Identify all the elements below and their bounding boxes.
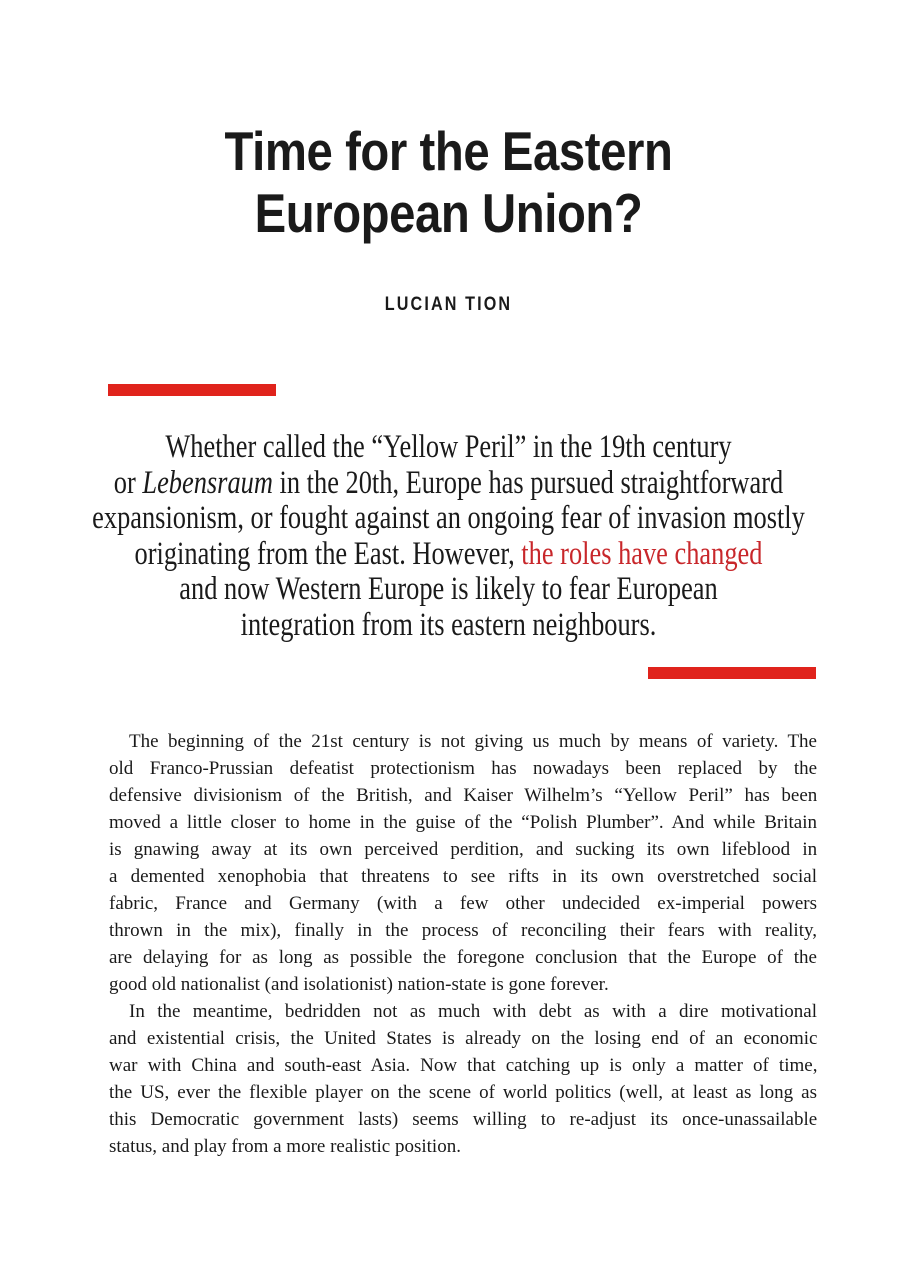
accent-bar-bottom bbox=[648, 667, 816, 679]
body-line: old Franco-Prussian defeatist protectionism has nowadays been replaced by the bbox=[109, 758, 818, 779]
body-paragraph-2 bbox=[109, 998, 817, 1160]
body-line: war with China and south-east Asia. Now that catching up is only a matter of time, bbox=[109, 1055, 818, 1076]
body-line: status, and play from a more realistic position. bbox=[109, 1136, 461, 1157]
lead-line-1: Whether called the “Yellow Peril” in the 19th century bbox=[165, 429, 732, 465]
body-line: The beginning of the 21st century is not giving us much by means of variety. The bbox=[129, 731, 817, 752]
body-line: and existential crisis, the United States is already on the losing end of an economic bbox=[109, 1028, 818, 1049]
body-line: defensive divisionism of the British, and Kaiser Wilhelm’s “Yellow Peril” has been bbox=[109, 785, 818, 806]
lead-line-6: integration from its eastern neighbours. bbox=[240, 606, 657, 643]
article-body bbox=[109, 728, 817, 1160]
lead-line-4 bbox=[90, 537, 808, 573]
lead-italic-term: Lebensraum bbox=[142, 464, 273, 501]
article-title-line-2: European Union? bbox=[254, 182, 643, 244]
body-line: moved a little closer to home in the guise of the “Polish Plumber”. And while Britain bbox=[109, 812, 817, 833]
body-line: thrown in the mix), finally in the process of reconciling their fears with reality, bbox=[109, 920, 817, 941]
article-title bbox=[63, 120, 834, 244]
body-line: are delaying for as long as possible the foregone conclusion that the Europe of the bbox=[109, 947, 817, 968]
body-paragraph-1 bbox=[109, 728, 817, 998]
article-title-line-1: Time for the Eastern bbox=[224, 120, 673, 182]
body-line: this Democratic government lasts) seems willing to re-adjust its once-unassailable bbox=[109, 1109, 818, 1130]
lead-paragraph bbox=[90, 430, 808, 643]
lead-line-2-suffix: in the 20th, Europe has pursued straightforward bbox=[272, 464, 784, 501]
author-byline: LUCIAN TION bbox=[384, 294, 513, 315]
lead-line-2-prefix: or bbox=[113, 464, 143, 501]
lead-highlight: the roles have changed bbox=[521, 535, 763, 572]
lead-line-4-prefix: originating from the East. However, bbox=[134, 535, 522, 572]
body-line: is gnawing away at its own perceived perdition, and sucking its own lifeblood in bbox=[109, 839, 818, 860]
accent-bar-top bbox=[108, 384, 276, 396]
body-line: the US, ever the flexible player on the scene of world politics (well, at least as long as bbox=[109, 1082, 817, 1103]
lead-line-5: and now Western Europe is likely to fear European bbox=[179, 571, 718, 607]
body-line: fabric, France and Germany (with a few other undecided ex-imperial powers bbox=[109, 893, 817, 914]
body-line: a demented xenophobia that threatens to see rifts in its own overstretched social bbox=[109, 866, 817, 887]
body-line: In the meantime, bedridden not as much with debt as with a dire motivational bbox=[129, 1001, 817, 1022]
lead-line-2 bbox=[90, 466, 808, 502]
lead-line-3: expansionism, or fought against an ongoing fear of invasion mostly bbox=[92, 500, 805, 536]
body-line: good old nationalist (and isolationist) nation-state is gone forever. bbox=[109, 974, 609, 995]
